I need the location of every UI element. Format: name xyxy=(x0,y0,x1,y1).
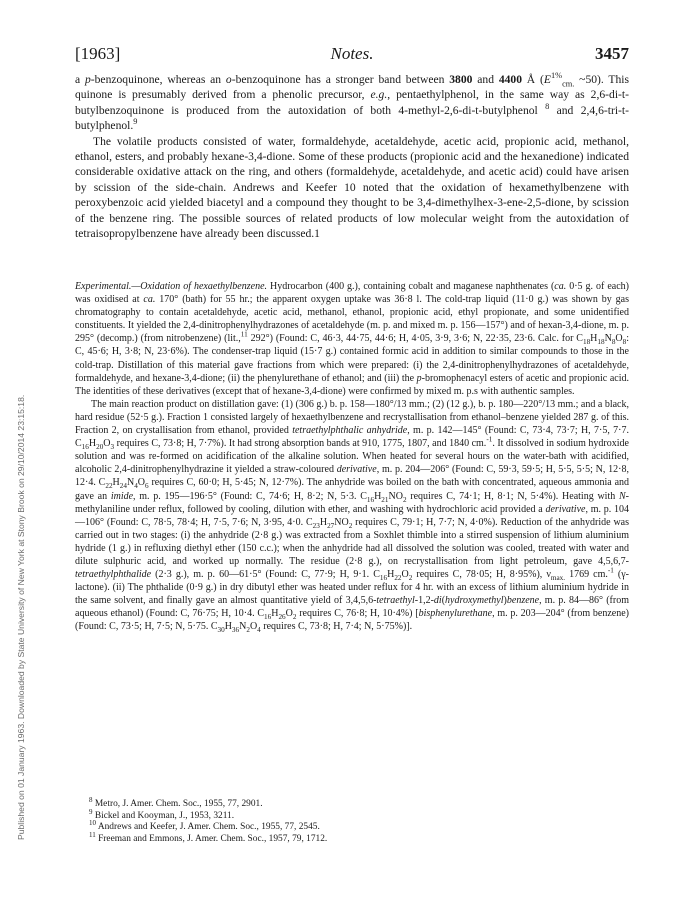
header-year: [1963] xyxy=(75,44,121,63)
footnote-11: $^{11}$ Freeman and Emmons, J. Amer. Chem. Soc., 1957, 79, 1712. xyxy=(89,830,328,844)
intro-section xyxy=(75,72,629,241)
intro-paragraph-2: The volatile products consisted of water, formaldehyde, acetaldehyde, acetic acid, propionic acid, methanol, ethanol, esters, and probably hexane-3,4-dione. Some of these products (propionic acid and the hexanedione) indicated considerable oxidative attack on the ring, and others (formaldehyde, acetaldehyde, and acetic acid) could have arisen by scission of the side-chain. Andrews and Keefer 10 noted that the oxidation of hexamethylbenzene with peroxybenzoic acid yielded biacetyl and a compound they thought to be 3,4-dimethylhex-3-ene-2,5-dione, by scission of the benzene ring. The possible sources of related products of low molecular weight from the autoxidation of tetraisopropylbenzene have already been discussed.1 xyxy=(75,134,629,241)
footnotes xyxy=(75,795,629,845)
footnote-8: $^8$ Metro, J. Amer. Chem. Soc., 1955, 77, 2901. xyxy=(89,795,263,809)
header-page-number: 3457 xyxy=(595,44,629,63)
experimental-paragraph-2: The main reaction product on distillation gave: (1) (306 g.) b. p. 158—180°/13 mm.; (2) (12 g.), b. p. 180—220°/13 mm.; and a black, hard residue (52·5 g.). Fraction 1 consisted largely of hexaethylbenzene and recrystallisation from ethanol–benzene yielded 287 g. of this. Fraction 2, on crystallisation from ethanol, provided tetraethylphthalic anhydride, m. p. 142—145° (Found: C, 73·4, 73·7; H, 7·5, 7·7. $C_{16}H_{20}O_3$ requires C, 73·8; H, 7·7%). It had strong absorption bands at 910, 1775, 1807, and 1840 cm.$^{-1}$. It dissolved in sodium hydroxide solution and was re-formed on acidification of the alkaline solution. When heated for several hours on the water-bath with acidified, alcoholic 2,4-dinitrophenylhydrazine it yielded a straw-coloured derivative, m. p. 204—206° (Found: C, 59·3, 59·5; H, 5·5, 5·5; N, 12·8, 12·4. $C_{22}H_{24}N_4O_6$ requires C, 60·0; H, 5·45; N, 12·7%). The anhydride was boiled on the bath with concentrated, aqueous ammonia and gave an imide, m. p. 195—196·5° (Found: C, 74·6; H, 8·2; N, 5·3. $C_{16}H_{21}NO_2$ requires C, 74·1; H, 8·1; N, 5·4%). Heating with N-methylaniline under reflux, followed by cooling, dilution with ether, and washing with hydrochloric acid provided a derivative, m. p. 104—106° (Found: C, 78·5, 78·4; H, 7·5, 7·6; N, 3·95, 4·0. $C_{23}H_{27}NO_2$ requires C, 79·1; H, 7·7; N, 4·0%). Reduction of the anhydride was carried out in two stages: (i) the anhydride (2·8 g.) was extracted from a Soxhlet thimble into a stirred suspension of lithium aluminium hydride (1 g.) in refluxing diethyl ether (150 c.c.); when the anhydride had all dissolved the solution was cooled, treated with water and dilute sulphuric acid, and worked up normally. The residue (2·8 g.), on recrystallisation from light petroleum, gave 4,5,6,7-tetraethylphthalide (2·3 g.), m. p. 60—61·5° (Found: C, 77·9; H, 9·1. $C_{16}H_{22}O_2$ requires C, 78·05; H, 8·95%), $\nu_{max.}$ 1769 cm.$^{-1}$ (γ-lactone). (ii) The phthalide (0·9 g.) in dry dibutyl ether was heated under reflux for 4 hr. with an excess of lithium aluminium hydride in the same solvent, and finally gave an almost quantitative yield of 3,4,5,6-tetraethyl-1,2-di(hydroxymethyl)benzene, m. p. 84—86° (from aqueous ethanol) (Found: C, 76·75; H, 10·4. $C_{16}H_{26}O_2$ requires C, 76·8; H, 10·4%) [bisphenylurethane, m. p. 203—204° (from benzene) (Found: C, 73·5; H, 7·5; N, 5·75. $C_{30}H_{36}N_2O_4$ requires C, 73·8; H, 7·4; N, 5·75%)]. xyxy=(75,398,630,635)
footnote-9: $^9$ Bickel and Kooyman, J., 1953, 3211. xyxy=(89,807,235,821)
header-section: Notes. xyxy=(330,44,374,63)
download-watermark-text: Published on 01 January 1963. Downloaded by State University of New York at Stony Brook on 29/10/2014 23:15:18. xyxy=(16,394,26,840)
experimental-section xyxy=(75,280,629,634)
intro-paragraph-1: a p-benzoquinone, whereas an o-benzoquinone has a stronger band between 3800 and 4400 Å ($E^{1\%}_{cm.}$ ~50). This quinone is presumably derived from a phenolic precursor, e.g., pentaethylphenol, in the same way as 2,6-di-t-butylbenzoquinone is produced from the autoxidation of both 4-methyl-2,6-di-t-butylphenol $^8$ and 2,4,6-tri-t-butylphenol.$^9$ xyxy=(75,71,630,133)
page-header xyxy=(75,44,629,66)
download-watermark xyxy=(3,60,26,860)
experimental-heading: Experimental.—Oxidation of hexaethylbenzene. xyxy=(75,281,268,292)
footnote-10: $^{10}$ Andrews and Keefer, J. Amer. Chem. Soc., 1955, 77, 2545. xyxy=(89,819,320,833)
experimental-paragraph-1: Experimental.—Oxidation of hexaethylbenzene. Hydrocarbon (400 g.), containing cobalt and maganese naphthenates (ca. 0·5 g. of each) was oxidised at ca. 170° (bath) for 55 hr.; the apparent oxygen uptake was 36·8 l. The cold-trap liquid (11·0 g.) was shown by gas chromatography to contain acetaldehyde, acetic acid, methanol, ethanol, propionic acid, ethyl propionate, and some unidentified constituents. It yielded the 2,4-dinitrophenylhydrazones of acetaldehyde (m. p. and mixed m. p. 156—157°) and of hexan-3,4-dione, m. p. 295° (decomp.) (from nitrobenzene) (lit.,$^{11}$ 292°) (Found: C, 46·3, 44·75, 44·6; H, 4·05, 3·9, 3·6; N, 22·35, 23·6. Calc. for $C_{18}H_{18}N_8O_8$: C, 45·6; H, 3·8; N, 23·6%). The condenser-trap liquid (15·7 g.) contained formic acid in addition to similar compounds to those in the cold-trap. Distillation of this material gave fractions from which were prepared: (i) the 2,4-dinitrophenylhydrazones of acetaldehyde, formaldehyde, and hexane-3,4-dione; (ii) the phenylurethane of ethanol; and (iii) the p-bromophenacyl esters of acetic and propionic acid. The identities of these derivatives (except that of hexane-3,4-dione) were confirmed by mixed m. p.s with authentic samples. xyxy=(75,281,630,397)
